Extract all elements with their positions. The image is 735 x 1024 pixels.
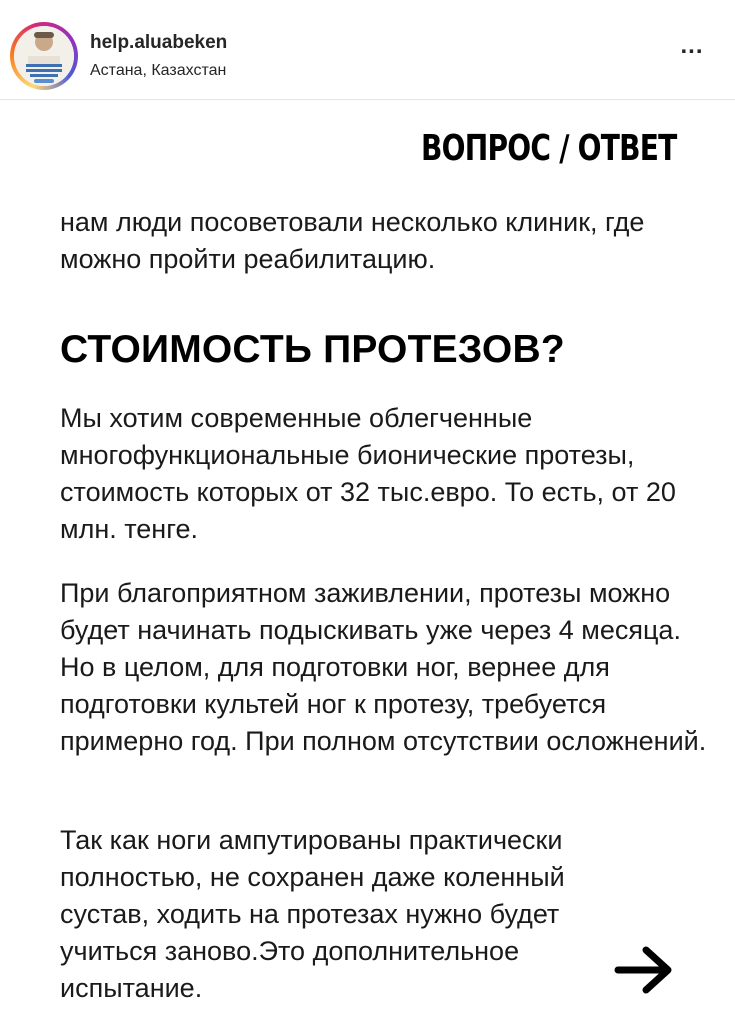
cost-heading: СТОИМОСТЬ ПРОТЕЗОВ? [60, 328, 565, 371]
paragraph-walking: Так как ноги ампутированы практически полностью, не сохранен даже коленный сустав, ходить на протезах нужно будет учиться заново.Это дополнительное испытание. [60, 825, 565, 1003]
avatar[interactable] [14, 26, 74, 86]
arrow-right-icon[interactable] [614, 944, 676, 996]
username-link[interactable]: help.aluabeken [90, 32, 228, 53]
paragraph-cost: Мы хотим современные облегченные многофункциональные бионические протезы, стоимость которых от 32 тыс.евро. То есть, от 20 млн. тенге. [60, 403, 676, 544]
avatar-image-icon [14, 26, 74, 86]
section-label: ВОПРОС / ОТВЕТ [421, 128, 677, 169]
post-header [0, 0, 735, 100]
intro-text: нам люди посоветовали несколько клиник, где можно пройти реабилитацию. [60, 207, 645, 274]
more-options-icon[interactable]: ... [680, 32, 704, 59]
story-ring[interactable] [10, 22, 78, 90]
location-link[interactable]: Астана, Казахстан [90, 62, 227, 79]
paragraph-healing: При благоприятном заживлении, протезы можно будет начинать подыскивать уже через 4 месяца. Но в целом, для подготовки ног, вернее для подготовки культей ног к протезу, требуется примерно год. При полном отсутствии осложнений. [60, 578, 707, 756]
